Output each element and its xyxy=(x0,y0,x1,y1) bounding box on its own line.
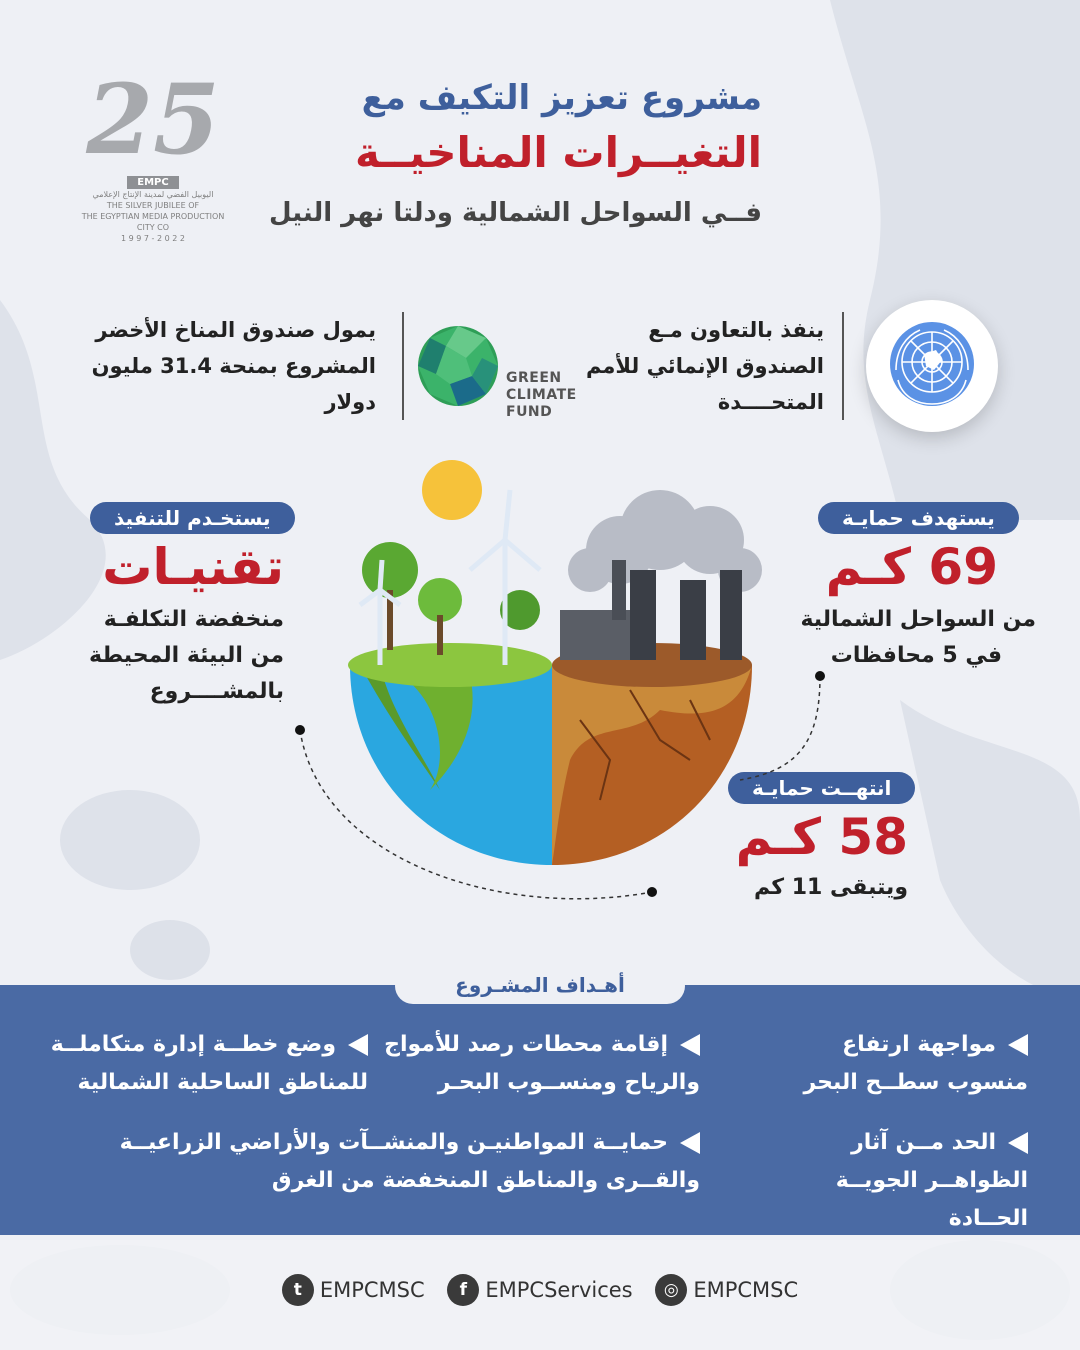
target-line-2: في 5 محافظات xyxy=(830,643,1002,668)
gcf-wordmark xyxy=(506,370,577,421)
title-line-3: فــي السواحل الشمالية ودلتا نهر النيل xyxy=(269,198,762,228)
done-value: 58 كـم xyxy=(735,808,908,866)
done-label: انتهــت حمايـة xyxy=(728,772,915,804)
twitter-icon: t xyxy=(282,1274,314,1306)
done-remaining: ويتبقى 11 كم xyxy=(754,875,908,900)
divider-un xyxy=(842,312,844,420)
title-line-1: مشروع تعزيز التكيف مع xyxy=(361,78,762,118)
triangle-bullet-icon xyxy=(680,1132,700,1154)
gcf-word-1: GREEN xyxy=(506,370,562,386)
triangle-bullet-icon xyxy=(348,1034,368,1056)
divider-gcf xyxy=(402,312,404,420)
gcf-partner-text: يمول صندوق المناخ الأخضر المشروع بمنحة 31.4 مليون دولار xyxy=(91,318,376,414)
logo-ar-line: اليوبيل الفضي لمدينة الإنتاج الإعلامي xyxy=(92,190,214,199)
gcf-globe-icon xyxy=(416,318,506,418)
silver-jubilee-logo xyxy=(78,63,228,245)
sun-icon xyxy=(422,460,482,520)
logo-number: 25 xyxy=(86,63,220,176)
twitter-link[interactable]: t EMPCMSC xyxy=(282,1274,425,1306)
goal-item-1: مواجهة ارتفاع منسوب سطــح البحر xyxy=(803,1032,1028,1095)
un-partner-text: ينفذ بالتعاون مـع الصندوق الإنمائي للأمم المتحــــدة xyxy=(585,318,824,414)
tech-line-2: من البيئة المحيطة xyxy=(89,643,284,668)
gcf-word-2: CLIMATE xyxy=(506,387,577,403)
triangle-bullet-icon xyxy=(680,1034,700,1056)
un-globe-icon xyxy=(866,300,998,432)
goal-item-2: إقامة محطات رصد للأمواج والرياح ومنســوب البحـر xyxy=(384,1032,700,1095)
target-label: يستهدف حمايـة xyxy=(818,502,1019,534)
dashed-connector xyxy=(280,660,840,920)
logo-en-line-1: THE SILVER JUBILEE OF xyxy=(106,201,200,210)
gcf-logo xyxy=(416,318,586,422)
logo-badge: EMPC xyxy=(127,176,178,189)
logo-en-line-2: THE EGYPTIAN MEDIA PRODUCTION CITY CO xyxy=(81,212,225,232)
tech-value: تقنيـات xyxy=(102,538,284,596)
facebook-icon: f xyxy=(447,1274,479,1306)
tech-line-3: بالمشــــروع xyxy=(149,679,284,704)
triangle-bullet-icon xyxy=(1008,1034,1028,1056)
instagram-link[interactable]: ◎ EMPCMSC xyxy=(655,1274,798,1306)
goal-item-5: حمايــة المواطنيـن والمنشــآت والأراضي الزراعيــة والقــرى والمناطق المنخفضة من الغرق xyxy=(119,1130,700,1193)
target-value: 69 كـم xyxy=(825,538,998,596)
social-footer xyxy=(0,1274,1080,1306)
goal-item-3: وضع خطــة إدارة متكاملــة للمناطق الساحلية الشمالية xyxy=(50,1032,368,1095)
instagram-icon: ◎ xyxy=(655,1274,687,1306)
goal-item-4: الحد مــن آثار الظواهــر الجويــة الحــادة xyxy=(835,1130,1028,1231)
goals-heading: أهـداف المشـروع xyxy=(395,968,685,1004)
title-line-2: التغيــرات المناخيــة xyxy=(354,128,762,177)
tech-label: يستخـدم للتنفيذ xyxy=(90,502,295,534)
logo-years: 1 9 9 7 - 2 0 2 2 xyxy=(121,234,185,243)
gcf-word-3: FUND xyxy=(506,404,553,420)
tech-line-1: منخفضة التكلفـة xyxy=(103,607,284,632)
un-emblem xyxy=(866,300,998,432)
target-line-1: من السواحل الشمالية xyxy=(800,607,1036,632)
triangle-bullet-icon xyxy=(1008,1132,1028,1154)
facebook-link[interactable]: f EMPCServices xyxy=(447,1274,632,1306)
